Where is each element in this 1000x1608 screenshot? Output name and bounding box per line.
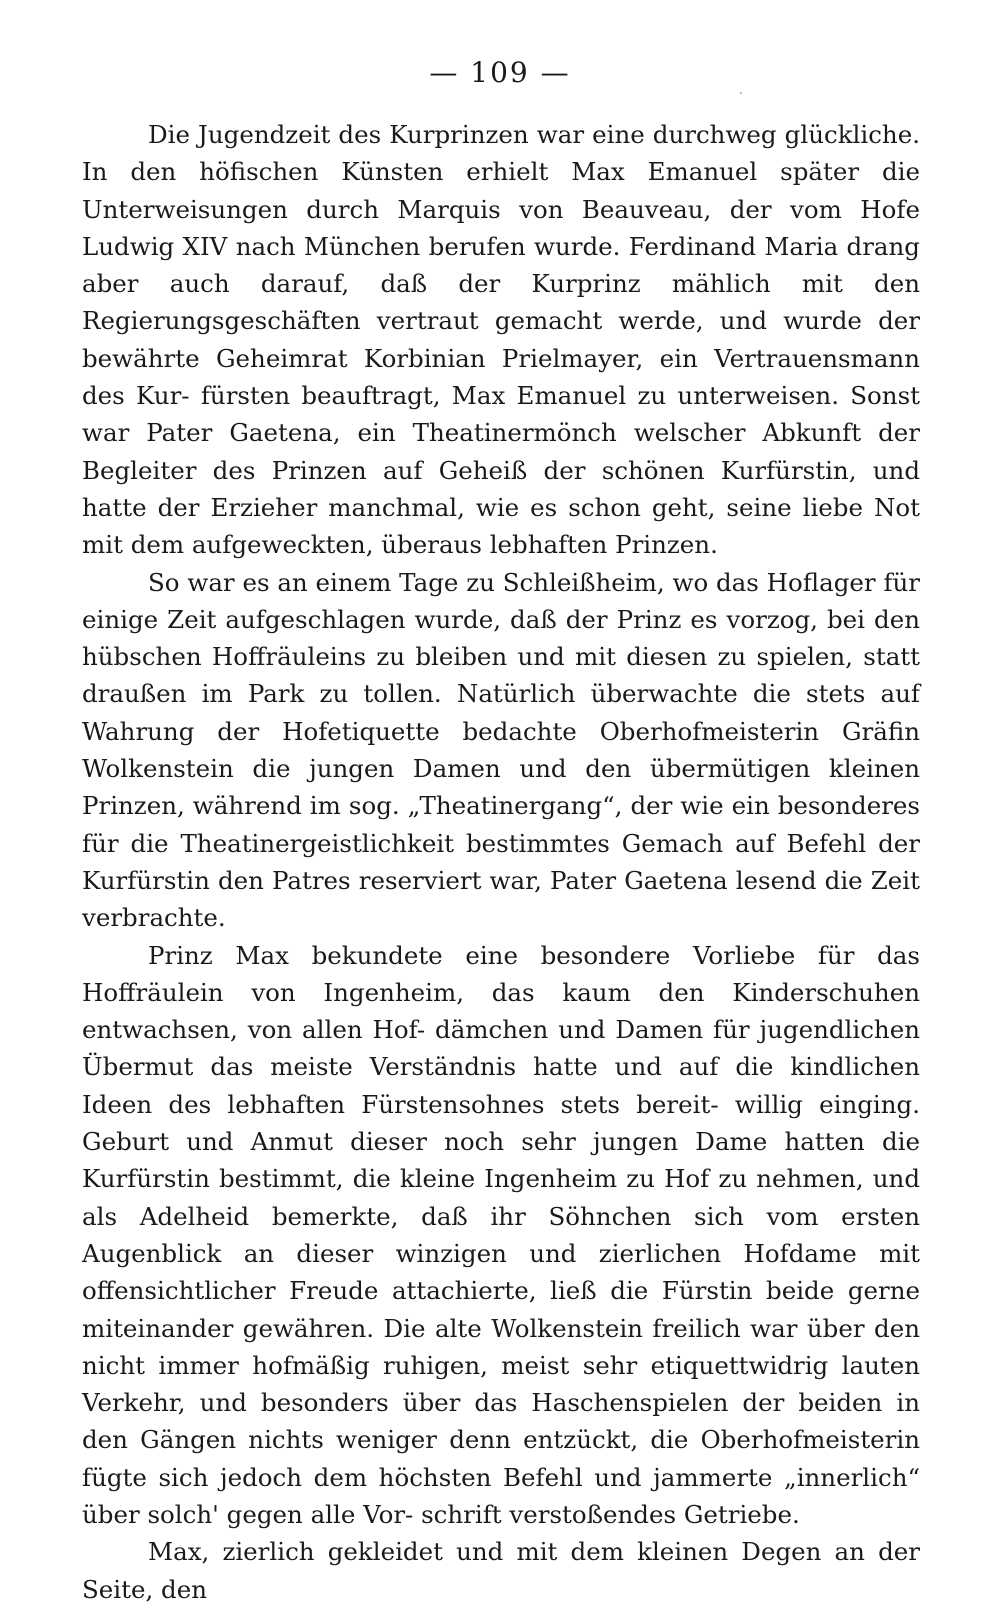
paragraph-2: So war es an einem Tage zu Schleißheim, wo das Hoflager für einige Zeit aufgeschlagen wurde, daß der Prinz es vorzog, bei den hübschen Hoffräuleins zu bleiben und mit diesen zu spielen, statt draußen im Park zu tollen. Natürlich überwachte die stets auf Wahrung der Hofetiquette bedachte Oberhofmeisterin Gräfin Wolkenstein die jungen Damen und den übermütigen kleinen Prinzen, während im sog. „Theatinergang“, der wie ein besonderes für die Theatinergeistlichkeit bestimmtes Gemach auf Befehl der Kurfürstin den Patres reserviert war, Pater Gaetena lesend die Zeit verbrachte. xyxy=(82,567,920,933)
page-number: — 109 — xyxy=(429,56,571,89)
paragraph-1: Die Jugendzeit des Kurprinzen war eine durchweg glückliche. In den höfischen Künsten erhielt Max Emanuel später die Unterweisungen durch Marquis von Beauveau, der vom Hofe Ludwig XIV nach München berufen wurde. Ferdinand Maria drang aber auch darauf, daß der Kurprinz mählich mit den Regierungsgeschäften vertraut gemacht werde, und wurde der bewährte Geheimrat Korbinian Prielmayer, ein Vertrauensmann des Kur- fürsten beauftragt, Max Emanuel zu unterweisen. Sonst war Pater Gaetena, ein Theatinermönch welscher Abkunft der Begleiter des Prinzen auf Geheiß der schönen Kurfürstin, und hatte der Erzieher manchmal, wie es schon geht, seine liebe Not mit dem aufgeweckten, überaus lebhaften Prinzen. xyxy=(82,120,920,560)
paragraph-3: Prinz Max bekundete eine besondere Vorliebe für das Hoffräulein von Ingenheim, das kaum den Kinderschuhen entwachsen, von allen Hof- dämchen und Damen für jugendlichen Übermut das meiste Verständnis hatte und auf die kindlichen Ideen des lebhaften Fürstensohnes stets bereit- willig einging. Geburt und Anmut dieser noch sehr jungen Dame hatten die Kurfürstin bestimmt, die kleine Ingenheim zu Hof zu nehmen, und als Adelheid bemerkte, daß ihr Söhnchen sich vom ersten Augenblick an dieser winzigen und zierlichen Hofdame mit offensichtlicher Freude attachierte, ließ die Fürstin beide gerne miteinander gewähren. Die alte Wolkenstein freilich war über den nicht immer hofmäßig ruhigen, meist sehr etiquettwidrig lauten Verkehr, und besonders über das Haschenspielen der beiden in den Gängen nichts weniger denn entzückt, die Oberhofmeisterin fügte sich jedoch dem höchsten Befehl und jammerte „innerlich“ über solch' gegen alle Vor- schrift verstoßendes Getriebe. xyxy=(82,940,920,1529)
page-body xyxy=(82,116,920,1608)
margin-mark xyxy=(740,92,742,94)
paragraph-4: Max, zierlich gekleidet und mit dem kleinen Degen an der Seite, den xyxy=(82,1537,920,1604)
